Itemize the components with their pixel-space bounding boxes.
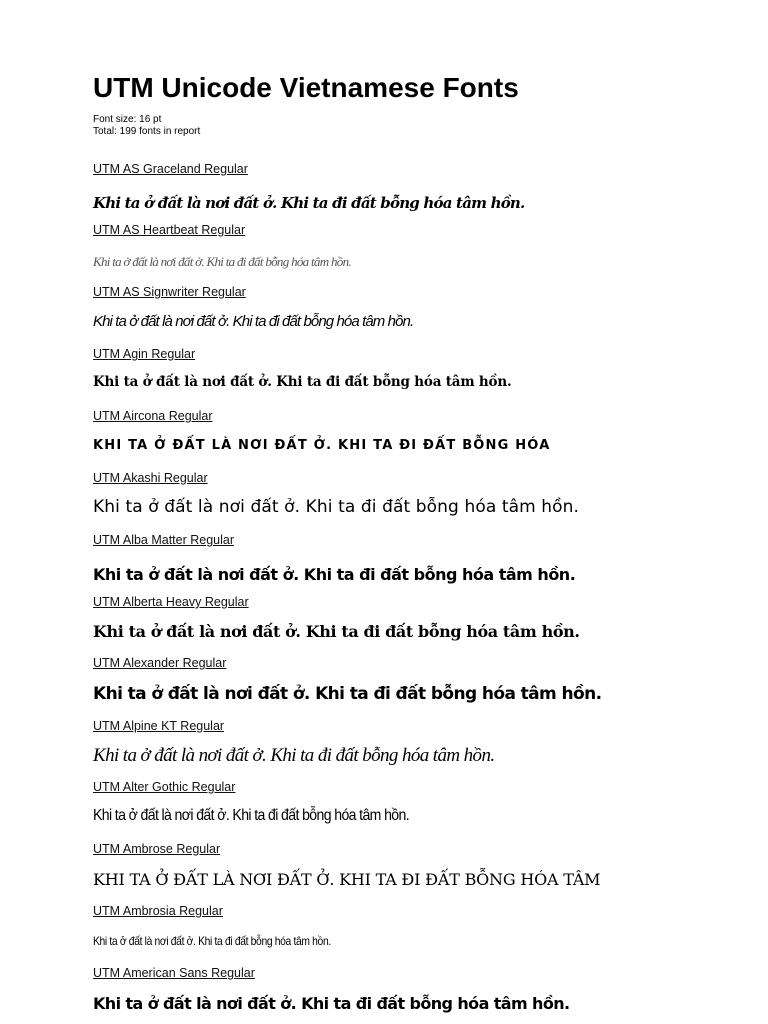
font-name-alberta-heavy[interactable]: UTM Alberta Heavy Regular <box>93 595 249 609</box>
font-name-ambrose[interactable]: UTM Ambrose Regular <box>93 842 221 856</box>
font-name-agin[interactable]: UTM Agin Regular <box>93 347 196 361</box>
page-title: UTM Unicode Vietnamese Fonts <box>93 72 519 103</box>
font-sample-graceland: Khi ta ở đất là nơi đất ở. Khi ta đi đất bỗng hóa tâm hồn. <box>93 194 525 212</box>
font-sample-aircona: KHI TA Ở ĐẤT LÀ NƠI ĐẤT Ở. KHI TA ĐI ĐẤT BỖNG HÓA <box>93 438 551 453</box>
font-sample-ambrosia: Khi ta ở đất là nơi đất ở. Khi ta đi đất bỗng hóa tâm hồn. <box>93 934 331 948</box>
font-sample-alberta-heavy: Khi ta ở đất là nơi đất ở. Khi ta đi đất bỗng hóa tâm hồn. <box>93 622 580 641</box>
font-sample-akashi: Khi ta ở đất là nơi đất ở. Khi ta đi đất bỗng hóa tâm hồn. <box>93 497 580 517</box>
font-sample-ambrose: KHI TA Ở ĐẤT LÀ NƠI ĐẤT Ở. KHI TA ĐI ĐẤT BỖNG HÓA TÂM <box>93 870 601 889</box>
font-name-american-sans[interactable]: UTM American Sans Regular <box>93 966 255 980</box>
font-sample-signwriter: Khi ta ở đất là nơi đất ở. Khi ta đi đất bỗng hóa tâm hồn. <box>93 313 414 330</box>
font-sample-agin: Khi ta ở đất là nơi đất ở. Khi ta đi đất bỗng hóa tâm hồn. <box>93 374 512 390</box>
font-name-alba-matter[interactable]: UTM Alba Matter Regular <box>93 533 235 547</box>
font-name-alter-gothic[interactable]: UTM Alter Gothic Regular <box>93 780 236 794</box>
font-sample-alexander: Khi ta ở đất là nơi đất ở. Khi ta đi đất bỗng hóa tâm hồn. <box>93 684 602 704</box>
font-name-aircona[interactable]: UTM Aircona Regular <box>93 409 213 423</box>
font-size-note: Font size: 16 pt <box>93 114 162 125</box>
font-name-signwriter[interactable]: UTM AS Signwriter Regular <box>93 285 246 299</box>
font-name-ambrosia[interactable]: UTM Ambrosia Regular <box>93 904 223 918</box>
font-name-alpine-kt[interactable]: UTM Alpine KT Regular <box>93 719 225 733</box>
total-count-note: Total: 199 fonts in report <box>93 126 201 137</box>
font-name-graceland[interactable]: UTM AS Graceland Regular <box>93 162 248 176</box>
font-sample-heartbeat: Khi ta ở đất là nơi đất ở. Khi ta đi đất bỗng hóa tâm hồn. <box>93 254 351 269</box>
font-sample-american-sans: Khi ta ở đất là nơi đất ở. Khi ta đi đất bỗng hóa tâm hồn. <box>93 994 570 1013</box>
font-sample-alba-matter: Khi ta ở đất là nơi đất ở. Khi ta đi đất bỗng hóa tâm hồn. <box>93 565 576 584</box>
font-name-alexander[interactable]: UTM Alexander Regular <box>93 656 227 670</box>
font-sample-alter-gothic: Khi ta ở đất là nơi đất ở. Khi ta đi đất bỗng hóa tâm hồn. <box>93 807 410 824</box>
font-name-heartbeat[interactable]: UTM AS Heartbeat Regular <box>93 223 246 237</box>
font-sample-alpine-kt: Khi ta ở đất là nơi đất ở. Khi ta đi đất bỗng hóa tâm hồn. <box>93 745 495 766</box>
font-name-akashi[interactable]: UTM Akashi Regular <box>93 471 208 485</box>
